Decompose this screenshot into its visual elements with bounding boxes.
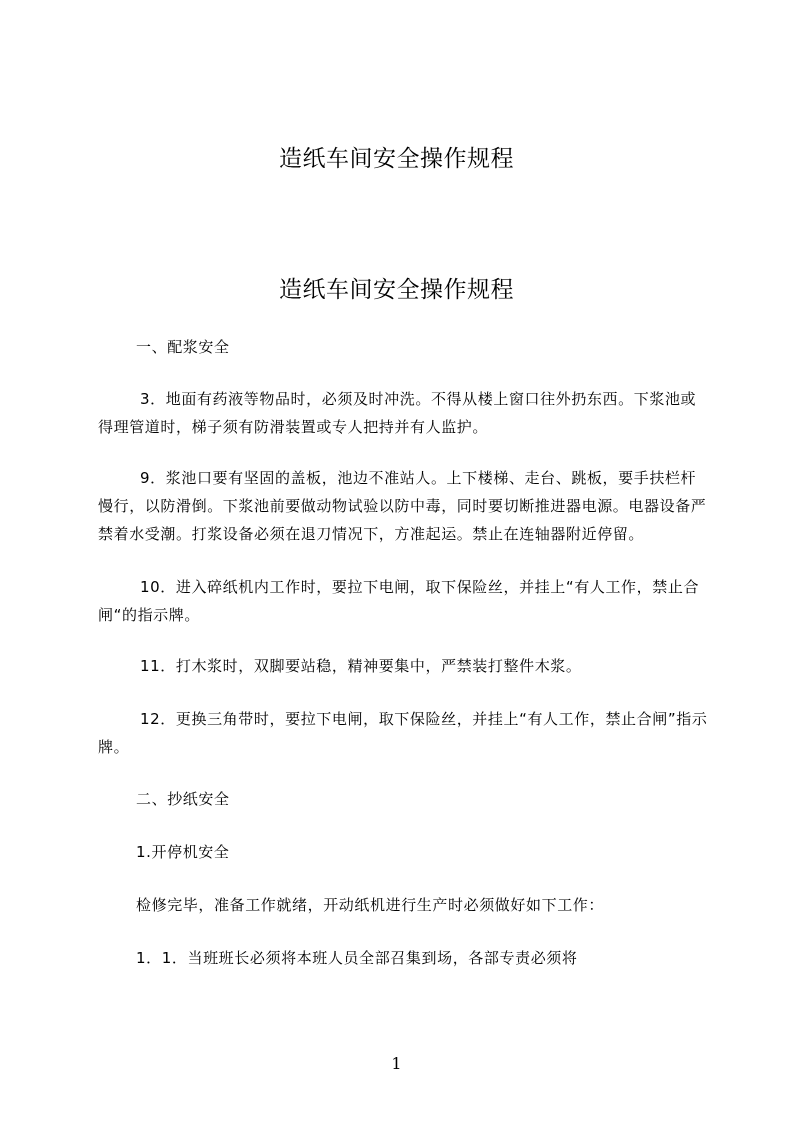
- paragraph-11-text: 11．打木浆时，双脚要站稳，精神要集中，严禁装打整件木浆。: [140, 657, 582, 675]
- paragraph-3-text: 3．地面有药液等物品时，必须及时冲洗。不得从楼上窗口往外扔东西。下浆池或得理管道时，梯子须有防滑装置或专人把持并有人监护。: [98, 390, 697, 436]
- paragraph-9-text: 9．浆池口要有坚固的盖板，池边不准站人。上下楼梯、走台、跳板，要手扶栏杆 慢行，以防滑倒。下浆池前要做动物试验以防中毒，同时要切断推进器电源。电器设备严禁着水受潮。打浆设备必须在退刀情况下，方准起运。禁止在连轴器附近停留。: [98, 469, 707, 543]
- body-title: 造纸车间安全操作规程: [279, 277, 514, 303]
- paragraph-3: [98, 385, 708, 441]
- section-heading-1: 一、配浆安全: [136, 338, 230, 356]
- subsection-heading: 1.开停机安全: [136, 843, 230, 861]
- section-heading-2: 二、抄纸安全: [136, 790, 230, 808]
- cover-title: 造纸车间安全操作规程: [279, 146, 514, 172]
- page-number: 1: [391, 1054, 402, 1073]
- paragraph-10: [98, 573, 708, 629]
- paragraph-11: [98, 652, 708, 680]
- list-item: 1．1．当班班长必须将本班人员全部召集到场，各部专责必须将: [136, 949, 578, 967]
- paragraph-9: [98, 464, 708, 548]
- paragraph-10-text: 10．进入碎纸机内工作时，要拉下电闸，取下保险丝，并挂上“有人工作，禁止合闸“的指示牌。: [98, 578, 700, 624]
- paragraph-12-text: 12．更换三角带时，要拉下电闸，取下保险丝，并挂上“有人工作，禁止合闸”指示牌。: [98, 710, 708, 756]
- intro-paragraph: 检修完毕，准备工作就绪，开动纸机进行生产时必须做好如下工作：: [136, 896, 605, 914]
- paragraph-12: [98, 705, 708, 761]
